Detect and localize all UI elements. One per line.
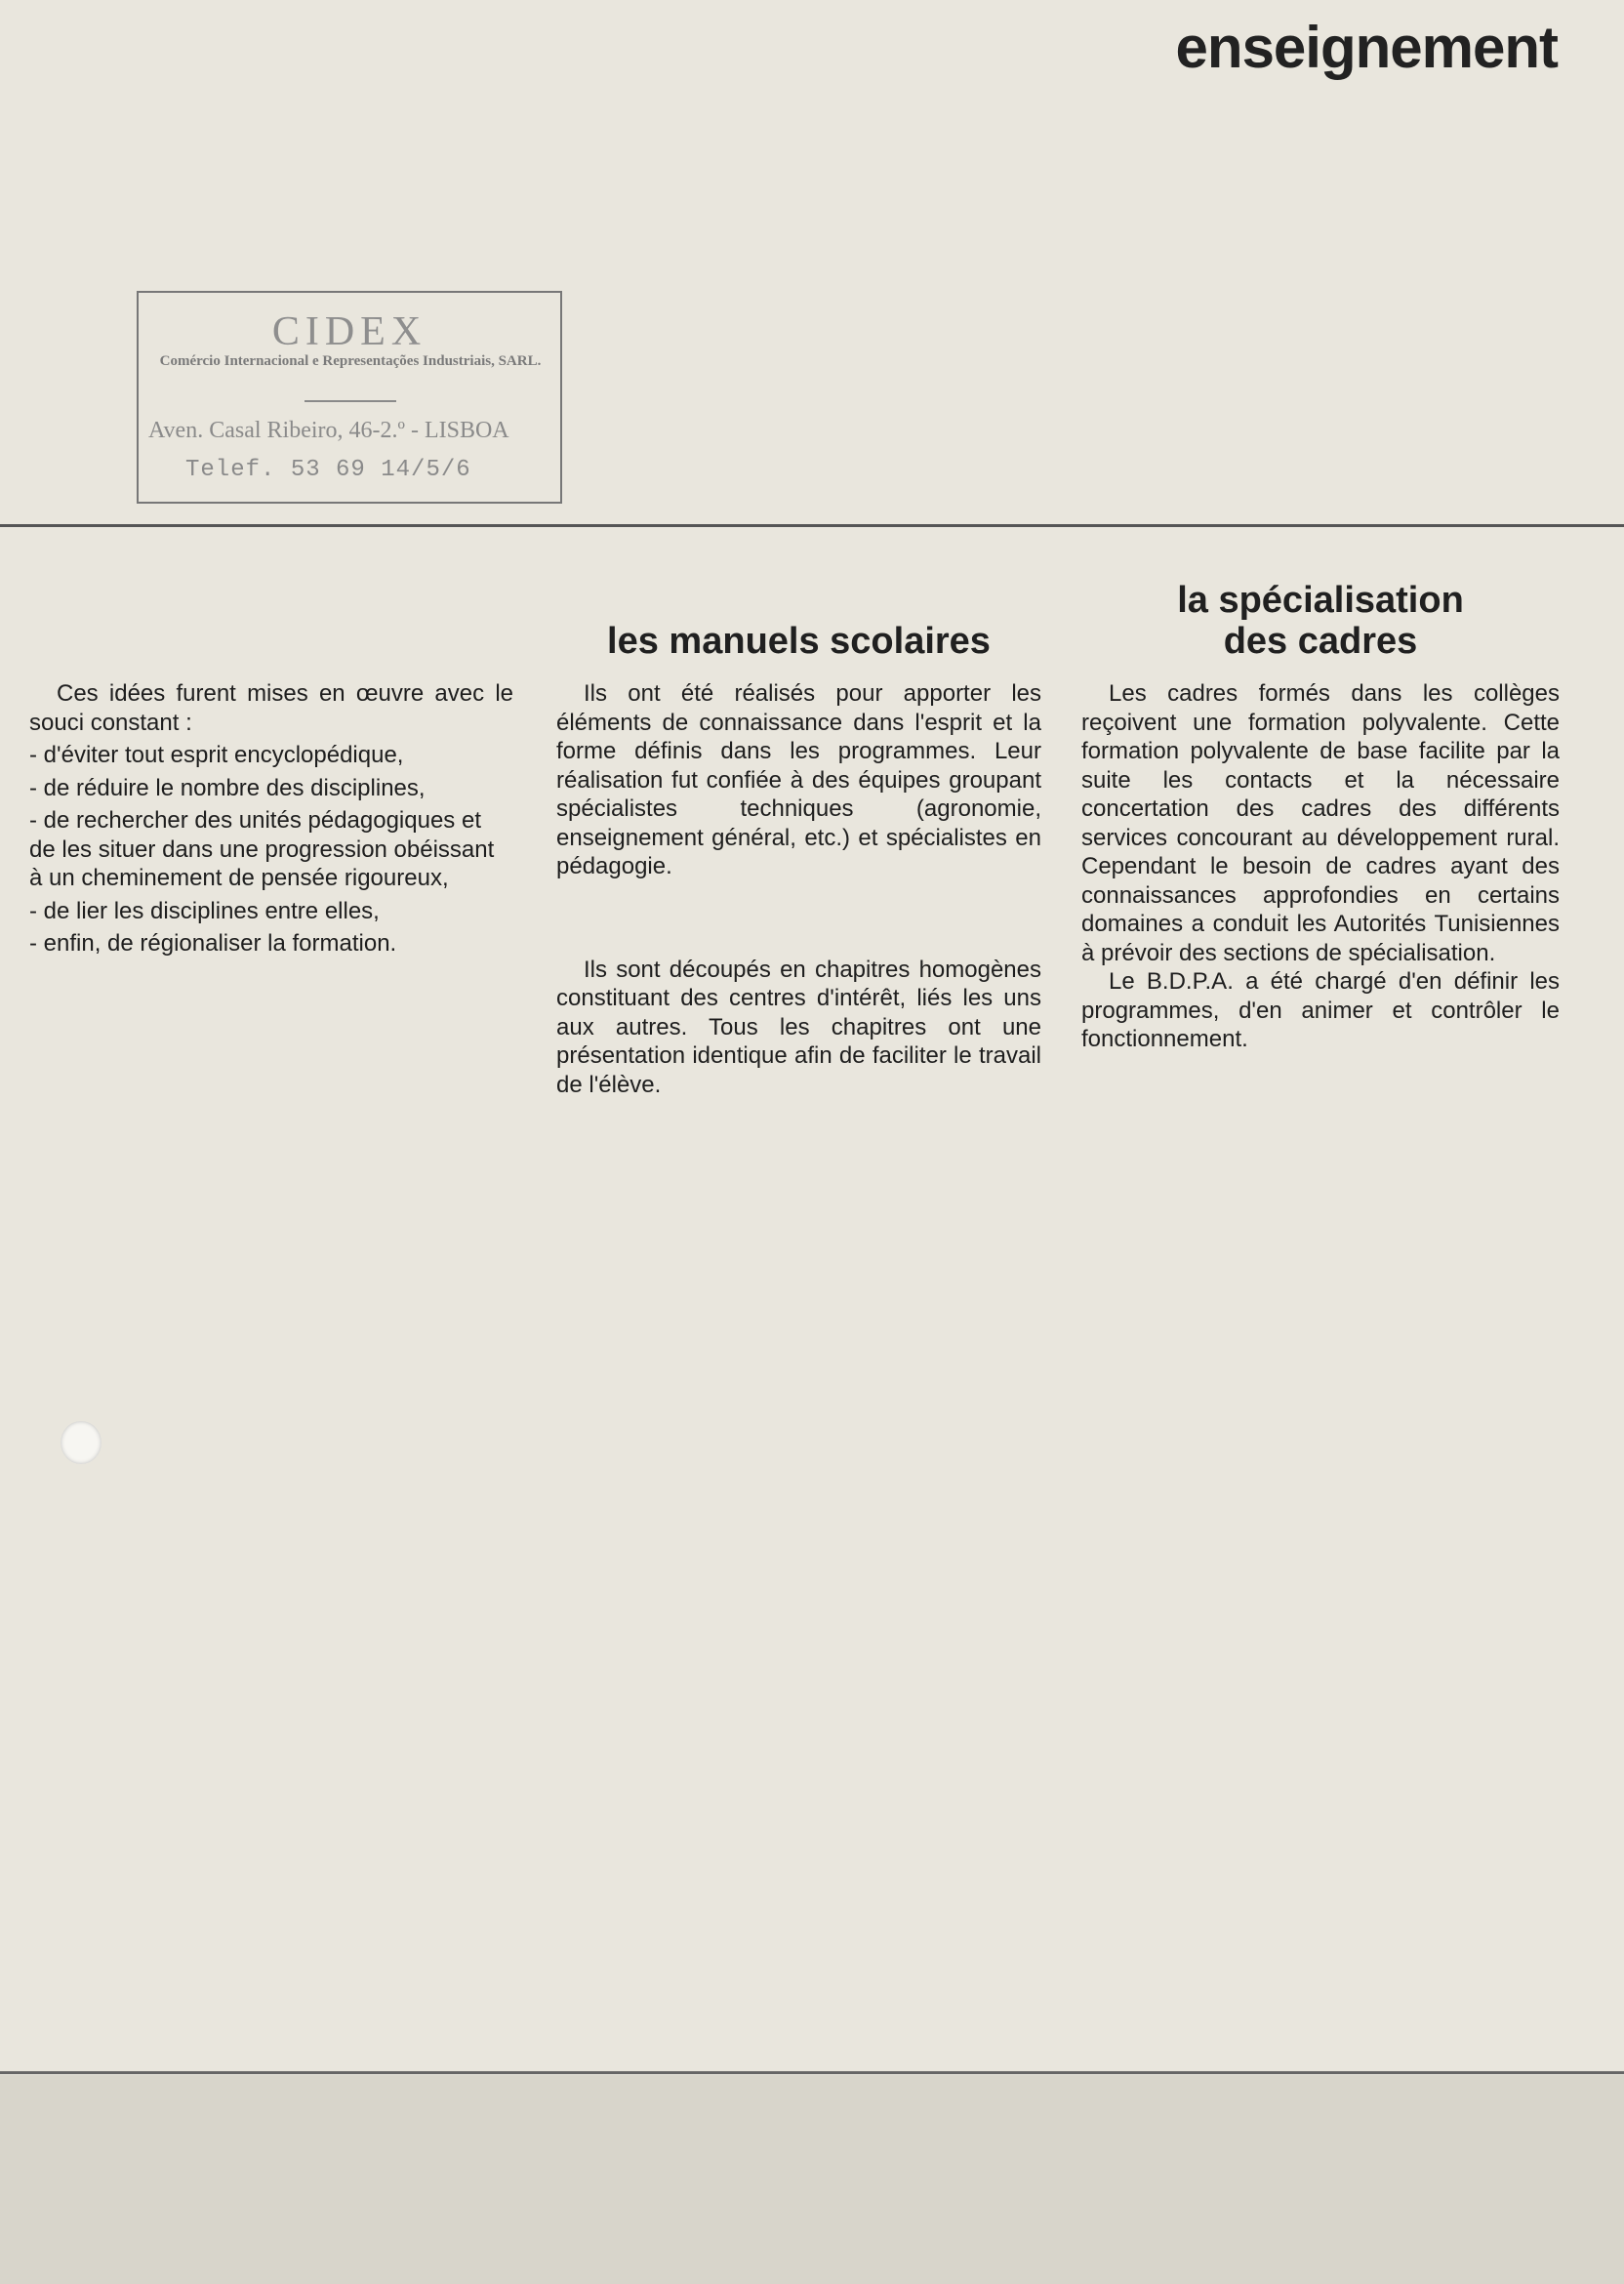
paragraph: Ils ont été réalisés pour apporter les éléments de connaissance dans l'esprit et la forme définis dans les programmes. Leur réalisation fut confiée à des équipes groupant spécialistes techniques (agronomie, enseignement général, etc.) et spécialistes en pédagogie. [556,680,1041,879]
page-title: enseignement [1175,15,1558,80]
list-item: - de réduire le nombre des disciplines, [29,774,513,803]
column-intro [29,547,513,958]
intro-text: Ces idées furent mises en œuvre avec le souci constant : [29,680,513,736]
column-manuels [556,547,1041,1099]
paragraph: Ils sont découpés en chapitres homogènes constituant des centres d'intérêt, liés les uns aux autres. Tous les chapitres ont une présentation identique afin de faciliter le travail de l'élève. [556,956,1041,1098]
stamp-company-description: Comércio Internacional e Representações Industriais, SARL. [159,353,542,369]
paragraph-gap [556,881,1041,956]
heading-text: les manuels scolaires [607,621,991,662]
punch-hole [61,1421,102,1464]
list-item: - de rechercher des unités pédagogiques et de les situer dans une progression obéissant à un cheminement de pensée rigoureux, [29,806,513,893]
column-intro-heading-space [29,547,513,662]
bottom-divider [0,2071,1624,2074]
cidex-stamp [137,291,562,504]
paragraph: Les cadres formés dans les collèges reçoivent une formation polyvalente. Cette formation polyvalente de base facilite par la suite les contacts et la nécessaire concertation des cadres des différents services concourant au développement rural. Cependant le besoin de cadres ayant des connaissances approfondies en certains domaines a conduit les Autorités Tunisiennes à prévoir des sections de spécialisation. [1081,680,1560,966]
stamp-company-name: CIDEX [271,309,427,354]
footer-band [0,2075,1624,2284]
list-item: - de lier les disciplines entre elles, [29,897,513,926]
list-item: - d'éviter tout esprit encyclopédique, [29,741,513,770]
stamp-address: Aven. Casal Ribeiro, 46-2.º - LISBOA [148,418,509,443]
section-heading-manuels [556,547,1041,662]
stamp-divider [304,400,396,402]
heading-line-1: la spécialisation [1177,580,1464,621]
principles-list [29,741,513,958]
column-specialisation [1081,547,1560,1054]
list-item: - enfin, de régionaliser la formation. [29,929,513,958]
heading-line-2: des cadres [1223,621,1418,662]
stamp-phone: Telef. 53 69 14/5/6 [185,457,471,483]
top-divider [0,524,1624,527]
paragraph: Le B.D.P.A. a été chargé d'en définir les programmes, d'en animer et contrôler le fonctionnement. [1081,968,1560,1052]
section-heading-specialisation [1081,547,1560,662]
